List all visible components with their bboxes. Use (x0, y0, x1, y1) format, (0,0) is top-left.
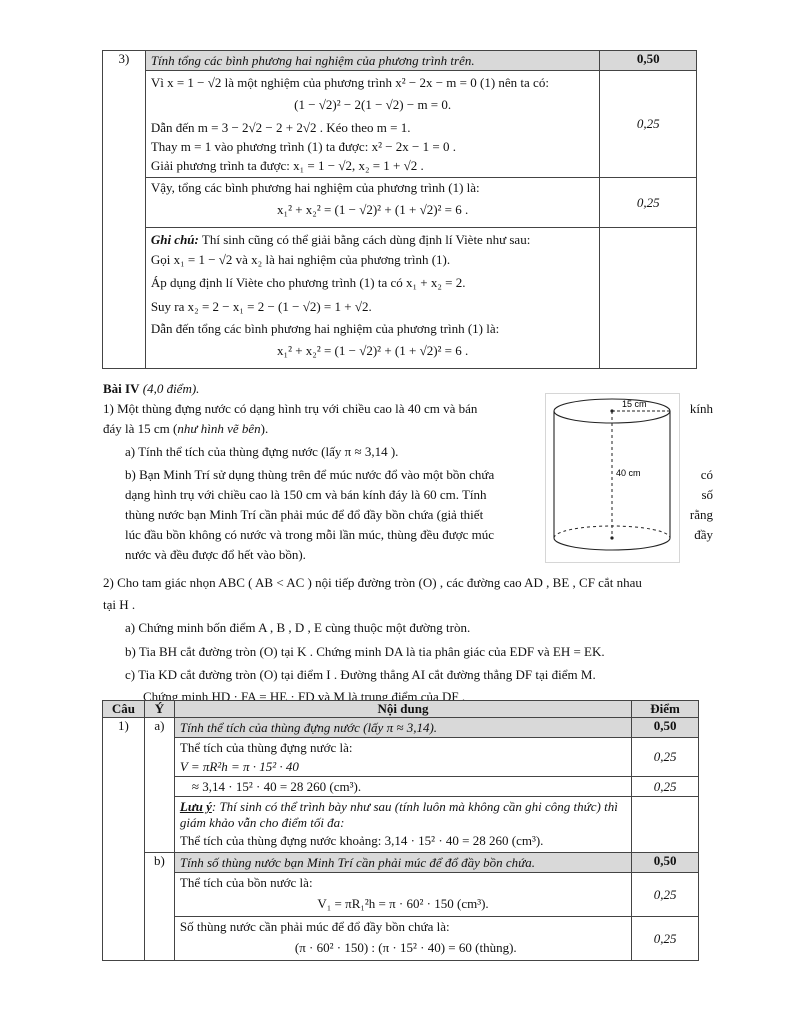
radius-label: 15 cm (622, 399, 647, 409)
note-score-empty (632, 797, 699, 853)
question-number: 1) (103, 718, 145, 961)
question-c: c) Tia KD cắt đường tròn (O) tại điểm I . Đường thẳng AI cắt đường thẳng DF tại điểm M. (125, 667, 596, 682)
step-line: V₁ = πR₁²h = π · 60² · 150 (cm³). (317, 896, 489, 911)
question-b: b) Bạn Minh Trí sử dụng thùng trên để múc nước đổ vào một bồn chứa (125, 467, 495, 482)
header-cau: Câu (103, 701, 145, 718)
step-line: Thể tích của bồn nước là: (179, 875, 313, 890)
part-a-step-1-score: 0,25 (632, 738, 699, 777)
part-b-score: 0,50 (632, 853, 699, 873)
solution-table-1 (102, 50, 697, 369)
step-line: Vậy, tổng các bình phương hai nghiệm của phương trình (1) là: (150, 180, 480, 195)
note-line: Dẫn đến tổng các bình phương hai nghiệm của phương trình (1) là: (150, 321, 500, 336)
question-a: a) Tính thể tích của thùng đựng nước (lấy π ≈ 3,14 ). (125, 444, 399, 459)
text-line-end: số (701, 487, 713, 502)
note-label: Lưu ý (179, 799, 212, 814)
part-b-step-2-score: 0,25 (632, 917, 699, 961)
step-line: (1 − √2)² − 2(1 − √2) − m = 0. (294, 97, 452, 112)
text-line: 2) Cho tam giác nhọn ABC ( AB < AC ) nội tiếp đường tròn (O) , các đường cao AD , BE , CF cắt nhau (103, 575, 642, 590)
text-line: lúc đầu bồn không có nước và trong mỗi lần múc, thùng đều được múc (125, 527, 495, 542)
text-line-end: rằng (689, 507, 713, 522)
part-b-title: Tính số thùng nước bạn Minh Trí cần phải múc để đổ đầy bồn chứa. (174, 853, 631, 873)
height-label: 40 cm (616, 468, 641, 478)
part-b-step-2 (174, 917, 631, 961)
step-line: Dẫn đến m = 3 − 2√2 − 2 + 2√2 . Kéo theo m = 1. (150, 120, 411, 135)
part-b-step-1-score: 0,25 (632, 873, 699, 917)
step-line: Thay m = 1 vào phương trình (1) ta được: x² − 2x − 1 = 0 . (150, 139, 456, 154)
header-diem: Điểm (632, 701, 699, 718)
note-label: Ghi chú: (150, 232, 199, 247)
step-line: ≈ 3,14 · 15² · 40 = 28 260 (cm³). (191, 779, 362, 794)
header-noi-dung: Nội dung (174, 701, 631, 718)
problem-title: Bài IV (103, 381, 140, 396)
problem-points: (4,0 điểm). (139, 381, 200, 396)
header-y: Ý (144, 701, 174, 718)
note-line: Áp dụng định lí Viète cho phương trình (1) ta có x₁ + x₂ = 2. (150, 275, 466, 290)
step-line: V = πR²h = π · 15² · 40 (179, 759, 299, 774)
part-a-step-2-score: 0,25 (632, 777, 699, 797)
note-score-empty (600, 228, 697, 369)
question-number: 3) (103, 51, 146, 369)
question-b: b) Tia BH cắt đường tròn (O) tại K . Chứng minh DA là tia phân giác của EDF và EH = EK. (125, 644, 605, 659)
text-line: 1) Một thùng đựng nước có dạng hình trụ với chiều cao là 40 cm và bán (103, 401, 478, 416)
problem-heading (103, 380, 199, 398)
text-line-end: kính (689, 401, 713, 416)
part-a-note (174, 797, 631, 853)
part-a-step-1 (174, 738, 631, 777)
text-line-italic: như hình vẽ bên (177, 421, 261, 436)
problem-2-text (103, 572, 715, 708)
step-1-score: 0,25 (600, 71, 697, 178)
text-line: dạng hình trụ với chiều cao là 150 cm và bán kính đáy là 60 cm. Tính (125, 487, 487, 502)
solution-table-2 (102, 700, 699, 961)
note-block (145, 228, 600, 369)
step-line: Thể tích của thùng đựng nước là: (179, 740, 353, 755)
note-line: x₁² + x₂² = (1 − √2)² + (1 + √2)² = 6 . (277, 343, 469, 358)
note-line: Gọi x₁ = 1 − √2 và x₂ là hai nghiệm của phương trình (1). (150, 252, 451, 267)
step-line: (π · 60² · 150) : (π · 15² · 40) = 60 (thùng). (294, 940, 517, 955)
note-text: : Thí sinh có thể trình bày như sau (tính luôn mà không cần ghi công thức) thì giám khảo vẫn cho điểm tối đa: (179, 799, 618, 830)
text-line: tại H . (103, 597, 136, 612)
step-line: x₁² + x₂² = (1 − √2)² + (1 + √2)² = 6 . (277, 202, 469, 217)
text-line: đáy là 15 cm ( (103, 421, 178, 436)
text-line: nước và đều được đổ hết vào bồn). (125, 547, 306, 562)
step-line: Vì x = 1 − √2 là một nghiệm của phương trình x² − 2x − m = 0 (1) nên ta có: (150, 75, 549, 90)
step-2-score: 0,25 (600, 178, 697, 228)
text-line-end: đầy (694, 527, 713, 542)
step-line: Giải phương trình ta được: x₁ = 1 − √2, x₂ = 1 + √2 . (150, 158, 424, 173)
part-b-step-1 (174, 873, 631, 917)
part-title: Tính tổng các bình phương hai nghiệm của phương trình trên. (145, 51, 600, 71)
note-line: Thể tích của thùng đựng nước khoảng: 3,14 · 15² · 40 = 28 260 (cm³). (179, 833, 544, 848)
part-a-step-2 (174, 777, 631, 797)
question-c-cont: Chứng minh HD · FA = HE · FD và M là trung điểm của DF . (143, 689, 466, 704)
text-line: ). (260, 421, 269, 436)
cylinder-figure (545, 393, 680, 563)
solution-step-2 (145, 178, 600, 228)
part-title-score: 0,50 (600, 51, 697, 71)
part-a-label: a) (144, 718, 174, 853)
part-b-label: b) (144, 853, 174, 961)
step-line: Số thùng nước cần phải múc để đổ đầy bồn chứa là: (179, 919, 450, 934)
text-line: thùng nước bạn Minh Trí cần phải múc để đổ đầy bồn chứa (giả thiết (125, 507, 484, 522)
text-line-end: có (700, 467, 713, 482)
part-a-title: Tính thể tích của thùng đựng nước (lấy π ≈ 3,14). (174, 718, 631, 738)
note-line: Suy ra x₂ = 2 − x₁ = 2 − (1 − √2) = 1 + √2. (150, 299, 372, 314)
part-a-score: 0,50 (632, 718, 699, 738)
solution-step-1 (145, 71, 600, 178)
question-a: a) Chứng minh bốn điểm A , B , D , E cùng thuộc một đường tròn. (125, 620, 471, 635)
note-text: Thí sinh cũng có thể giải bằng cách dùng định lí Viète như sau: (198, 232, 531, 247)
